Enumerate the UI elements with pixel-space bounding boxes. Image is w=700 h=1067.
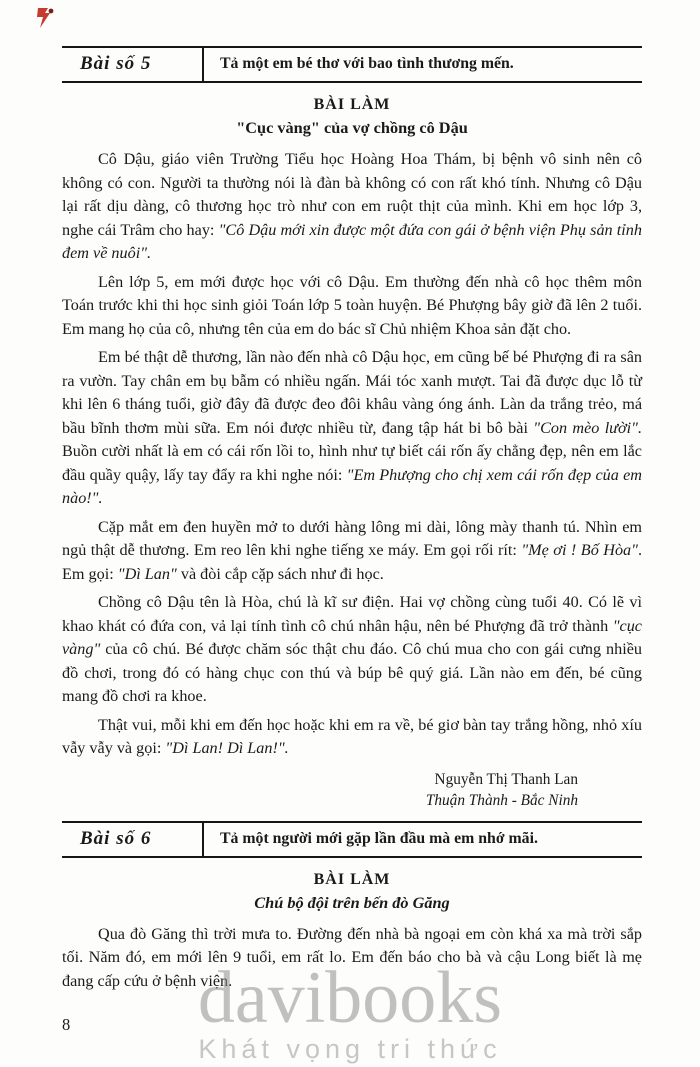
quote-text: "Dì Lan! Dì Lan!". — [165, 739, 289, 757]
quote-text: "Em Phượng cho chị xem cái rốn đẹp của em nào!". — [62, 465, 642, 507]
paragraph-2 — [62, 271, 642, 342]
quote-text: "Mẹ ơi ! Bố Hòa" — [521, 541, 638, 559]
paragraph-3 — [62, 346, 642, 511]
assignment-label: Bài số 5 — [80, 53, 152, 74]
assignment-title: Tả một người mới gặp lần đầu mà em nhớ mãi. — [202, 823, 642, 856]
quote-text: "Dì Lan" — [117, 564, 177, 583]
essay-title: Chú bộ đội trên bến đò Găng — [254, 892, 450, 912]
paragraph-1 — [62, 148, 642, 266]
watermark-slogan: Khát vọng tri thức — [198, 1034, 502, 1064]
text-run: của cô chú. Bé được chăm sóc thật chu đáo. Cô chú mua cho con gái cưng nhiều đồ chơi, trong đó có hàng chục con thú và búp bê quý giá. Lần nào em đến, bé cũng mang đồ chơi ra khoe. — [62, 640, 642, 705]
text-run: Cô Dậu, giáo viên Trường Tiểu học Hoàng Hoa Thám, bị bệnh vô sinh nên cô không có con. Người ta thường nói là đàn bà không có con rất khó tính. Nhưng cô Dậu lại rất dịu dàng, cô thương học trò như con em ruột thịt của mình. Khi em học lớp 3, nghe cái Trâm cho hay: — [62, 150, 642, 239]
quote-text: "Con mèo lười". — [533, 418, 642, 437]
text-run: Cặp mắt em đen huyền mở to dưới hàng lông mi dài, lông mày thanh tú. Nhìn em ngủ thật dễ thương. Em reo lên khi nghe tiếng xe máy. Em gọi rối rít: — [62, 517, 642, 559]
text-run: Qua đò Găng thì trời mưa to. Đường đến nhà bà ngoại em còn khá xa mà trời sắp tối. Năm đó, em mới lên 9 tuổi, em rất lo. Em đến báo cho bà và cậu Long biết là mẹ đang cấp cứu ở bệnh viện. — [62, 924, 642, 990]
text-run: Lên lớp 5, em mới được học với cô Dậu. Em thường đến nhà cô học thêm môn Toán trước khi thi học sinh giỏi Toán lớp 5 toàn huyện. Bé Phượng bây giờ đã lên 2 tuổi. Em mang họ của cô, nhưng tên của em do bác sĩ Chủ nhiệm Khoa sản đặt cho. — [62, 272, 642, 338]
paragraph-6 — [62, 714, 642, 761]
assignment-label: Bài số 6 — [80, 827, 152, 849]
text-run: và đòi cắp cặp sách như đi học. — [176, 564, 384, 583]
assignment-header-6 — [62, 821, 642, 858]
paragraph-1 — [62, 923, 642, 994]
author-name: Nguyễn Thị Thanh Lan — [434, 770, 578, 788]
text-run: Em bé thật dễ thương, lần nào đến nhà cô Dậu học, em cũng bế bé Phượng đi ra sân ra vườn. Tay chân em bụ bẫm có nhiều ngấn. Mái tóc xanh mượt. Tai đã được dục lỗ từ khi lên 6 tháng tuổi, giờ đây đã được đeo đôi khâu vàng óng ánh. Làn da trắng trẻo, má bầu bĩnh thơm mùi sữa. Em nói được nhiều từ, đang tập hát bi bô bài — [62, 348, 642, 437]
publisher-logo-icon — [34, 6, 56, 30]
author-attribution — [62, 769, 642, 811]
text-run: Chồng cô Dậu tên là Hòa, chú là kĩ sư điện. Hai vợ chồng cùng tuổi 40. Có lẽ vì khao khát có đứa con, vả lại tính tình cô chú nhân hậu, nên bé Phượng đã trở thành — [62, 593, 642, 635]
text-run: Buồn cười nhất là em có cái rốn lồi to, hình như tự biết cái rốn ấy chẳng đẹp, nên em lắc đầu quầy quậy, lấy tay đẩy ra khi nghe nói: — [62, 442, 642, 484]
text-run: . Em gọi: — [62, 541, 642, 583]
paragraph-4 — [62, 516, 642, 587]
assignment-header-5 — [62, 46, 642, 83]
assignment-title: Tả một em bé thơ với bao tình thương mến. — [202, 48, 642, 81]
watermark-brand: davibooks — [197, 957, 503, 1040]
page-number: 8 — [62, 1015, 71, 1034]
paragraph-5 — [62, 591, 642, 709]
quote-text: "Cô Dậu mới xin được một đứa con gái ở bệnh viện Phụ sản tỉnh đem về nuôi". — [62, 220, 642, 262]
section-heading: BÀI LÀM — [313, 96, 391, 113]
author-location: Thuận Thành - Bắc Ninh — [425, 791, 578, 809]
essay-title: "Cục vàng" của vợ chồng cô Dậu — [236, 118, 468, 137]
quote-text: "cục vàng" — [62, 616, 642, 658]
section-heading: BÀI LÀM — [313, 870, 391, 888]
text-run: Thật vui, mỗi khi em đến học hoặc khi em ra về, bé giơ bàn tay trắng hồng, nhỏ xíu vẫy vẫy và gọi: — [62, 715, 642, 757]
